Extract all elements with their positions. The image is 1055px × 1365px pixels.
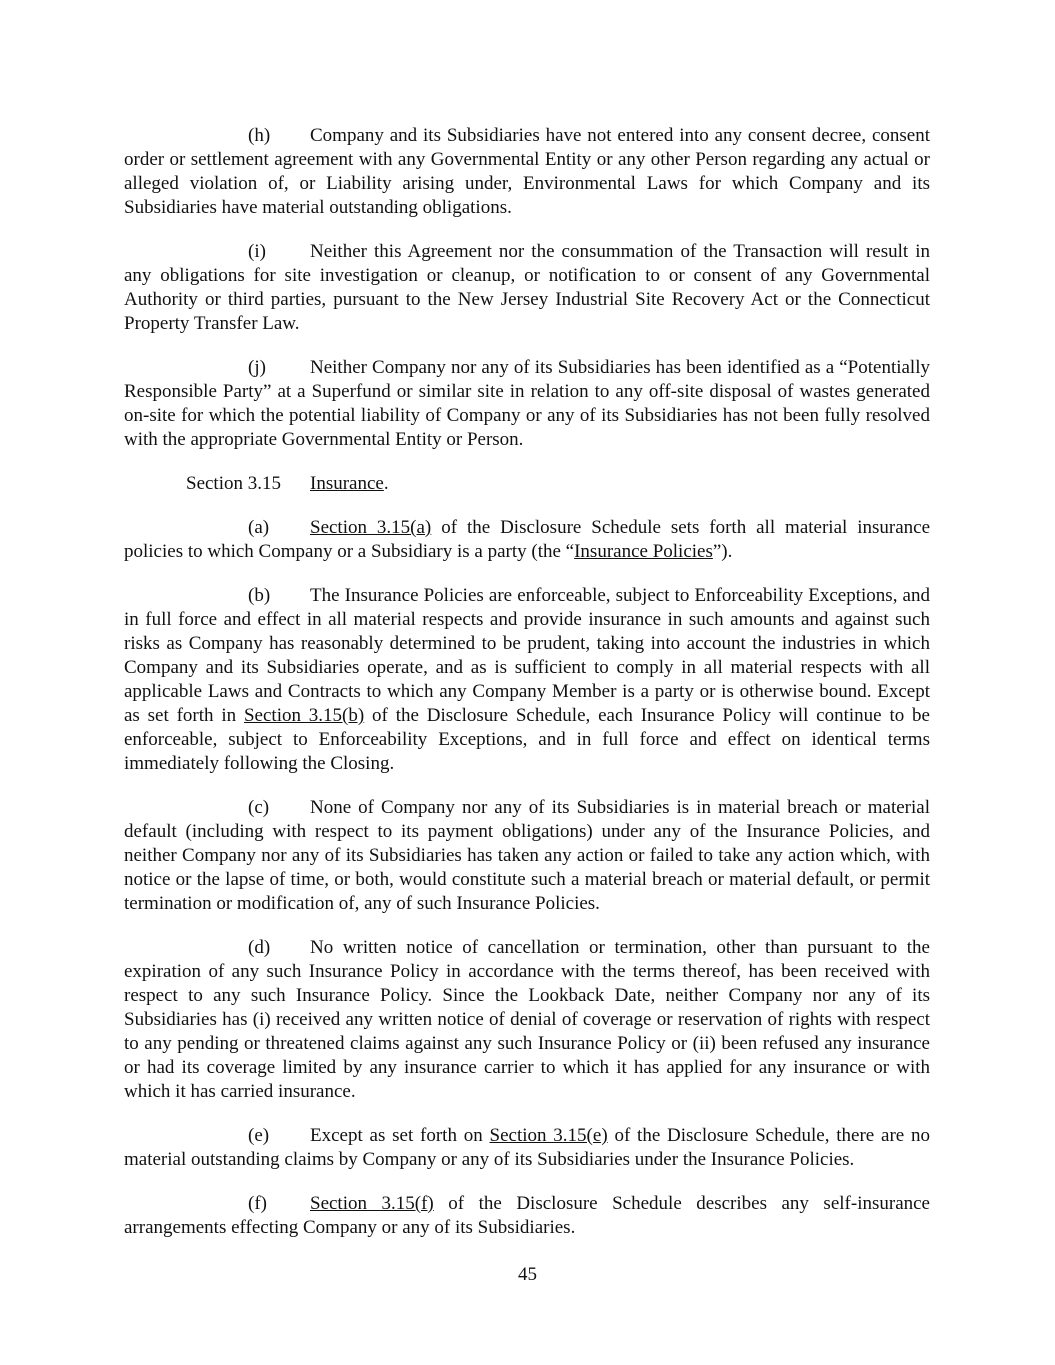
paragraph-text-end: of the Disclosure Schedule, there are no material outstanding claims by Company or any of its Subsidiaries under the Insurance Policies.	[124, 1125, 930, 1170]
paragraph-text: Neither this Agreement nor the consummation of the Transaction will result in any obligations for site investigation or cleanup, or notification to or consent of any Governmental Authority or third parties, pursuant to the New Jersey Industrial Site Recovery Act or the Connecticut Property Transfer Law.	[124, 241, 930, 334]
paragraph-j	[124, 356, 930, 452]
paragraph-text-end: ”).	[712, 541, 733, 562]
insurance-paragraph-f	[124, 1192, 930, 1240]
section-title-suffix: .	[383, 473, 389, 494]
insurance-paragraph-a	[124, 516, 930, 564]
paragraph-label: (i)	[248, 241, 266, 262]
paragraph-label: (b)	[248, 585, 271, 606]
insurance-paragraph-b	[124, 584, 930, 776]
paragraph-label: (h)	[248, 125, 271, 146]
section-number: Section 3.15	[186, 473, 281, 494]
document-page	[124, 124, 930, 1260]
paragraph-label: (j)	[248, 357, 266, 378]
paragraph-label: (c)	[248, 797, 270, 818]
paragraph-label: (f)	[248, 1193, 267, 1214]
paragraph-label: (e)	[248, 1125, 270, 1146]
insurance-paragraph-d	[124, 936, 930, 1104]
paragraph-text: Except as set forth on	[310, 1125, 490, 1146]
paragraph-text: of the Disclosure Schedule describes any self-insurance arrangements effecting Company or any of its Subsidiaries.	[124, 1193, 930, 1238]
insurance-paragraph-c	[124, 796, 930, 916]
insurance-paragraph-e	[124, 1124, 930, 1172]
page-number: 45	[518, 1264, 537, 1285]
paragraph-text: of the Disclosure Schedule sets forth all material insurance policies to which Company or a Subsidiary is a party (the “	[124, 517, 930, 562]
paragraph-text: None of Company nor any of its Subsidiaries is in material breach or material default (including with respect to its payment obligations) under any of the Insurance Policies, and neither Company nor any of its Subsidiaries has taken any action or failed to take any action which, with notice or the lapse of time, or both, would constitute such a material breach or material default, or permit termination or modification of, any of such Insurance Policies.	[124, 797, 930, 914]
section-reference: Section 3.15(a)	[310, 517, 432, 538]
defined-term: Insurance Policies	[574, 541, 713, 562]
section-title: Insurance	[310, 473, 384, 494]
paragraph-text: No written notice of cancellation or termination, other than pursuant to the expiration of any such Insurance Policy in accordance with the terms thereof, has been received with respect to any such Insurance Policy. Since the Lookback Date, neither Company nor any of its Subsidiaries has (i) received any written notice of denial of coverage or reservation of rights with respect to any pending or threatened claims against any such Insurance Policy or (ii) been refused any insurance or had its coverage limited by any insurance carrier to which it has applied for any insurance or with which it has carried insurance.	[124, 937, 930, 1102]
section-reference: Section 3.15(b)	[243, 705, 365, 726]
paragraph-label: (d)	[248, 937, 271, 958]
paragraph-text-end: of the Disclosure Schedule, each Insurance Policy will continue to be enforceable, subject to Enforceability Exceptions, and in full force and effect on identical terms immediately following the Closing.	[124, 705, 930, 774]
paragraph-i	[124, 240, 930, 336]
section-reference: Section 3.15(f)	[310, 1193, 434, 1214]
paragraph-text: Company and its Subsidiaries have not entered into any consent decree, consent order or settlement agreement with any Governmental Entity or any other Person regarding any actual or alleged violation of, or Liability arising under, Environmental Laws for which Company and its Subsidiaries have material outstanding obligations.	[124, 125, 930, 218]
section-reference: Section 3.15(e)	[489, 1125, 608, 1146]
section-heading	[124, 472, 930, 496]
paragraph-label: (a)	[248, 517, 270, 538]
paragraph-h	[124, 124, 930, 220]
paragraph-text: Neither Company nor any of its Subsidiaries has been identified as a “Potentially Responsible Party” at a Superfund or similar site in relation to any off-site disposal of wastes generated on-site for which the potential liability of Company or any of its Subsidiaries has not been fully resolved with the appropriate Governmental Entity or Person.	[124, 357, 930, 450]
paragraph-text: The Insurance Policies are enforceable, subject to Enforceability Exceptions, and in full force and effect in all material respects and provide insurance in such amounts and against such risks as Company has reasonably determined to be prudent, taking into account the industries in which Company and its Subsidiaries operate, and as is sufficient to comply in all material respects with all applicable Laws and Contracts to which any Company Member is a party or is otherwise bound. Except as set forth in	[124, 585, 930, 726]
